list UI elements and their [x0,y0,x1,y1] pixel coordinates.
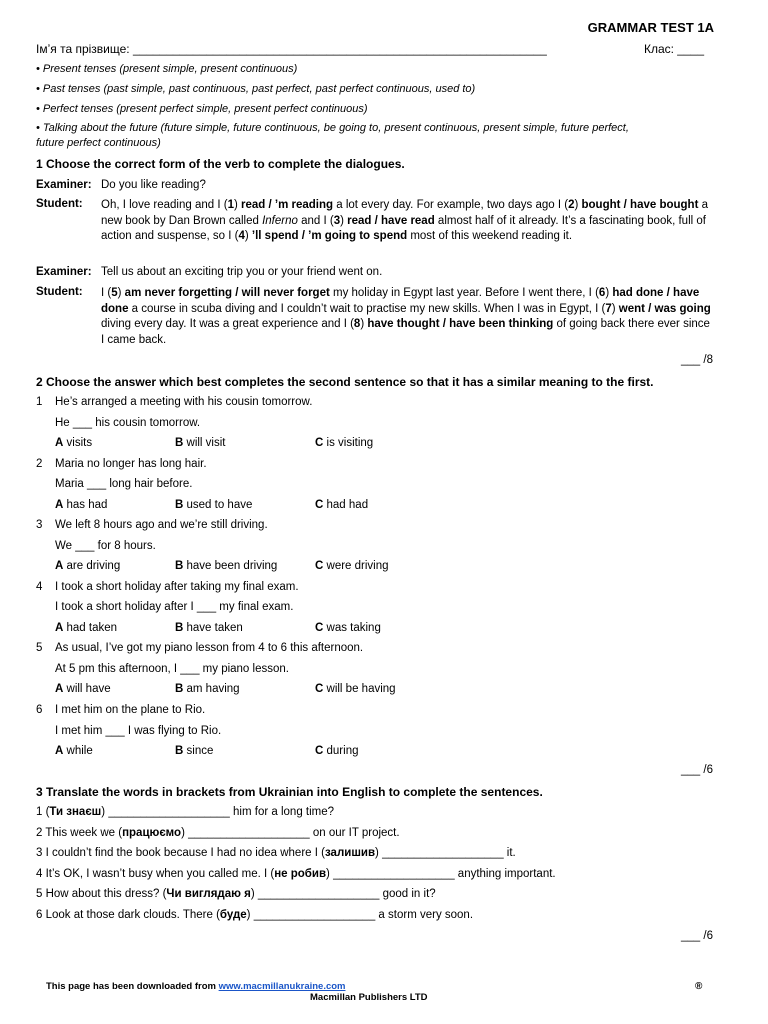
option-letter: A [55,683,64,696]
answer-option-c[interactable] [315,437,373,449]
bracket-close: ) [101,806,109,818]
answer-blank[interactable]: ___________________ [382,847,504,860]
answer-option-c[interactable] [315,499,368,511]
sentence-end: it. [503,847,516,860]
question-number: 1 [36,396,43,408]
question-gap-sentence: We ___ for 8 hours. [55,539,156,552]
answer-blank[interactable]: ___________________ [188,826,310,839]
answer-option-a[interactable] [55,745,93,757]
answer-option-a[interactable] [55,683,111,695]
option-letter: C [315,621,324,634]
footer-link[interactable]: www.macmillanukraine.com [218,981,346,992]
translation-item [36,909,473,921]
footer-download-note: This page has been downloaded from www.macmillanukraine.com [46,981,346,992]
option-text: had had [326,498,369,511]
option-text: will have [66,683,111,696]
question-number: 3 [36,519,43,532]
examiner-label: Examiner: [36,266,92,278]
ukrainian-words: Ти знаєш [49,806,102,818]
option-text: was taking [326,621,381,634]
ukrainian-words: Чи виглядаю я [166,888,251,901]
option-letter: A [55,560,64,573]
option-text: during [326,745,359,757]
topic-item: • Present tenses (present simple, present continuous) [36,63,298,75]
option-text: since [186,745,214,757]
translation-item [36,888,436,900]
option-text: is visiting [326,437,374,449]
option-letter: C [315,683,324,696]
student-label: Student: [36,286,83,298]
question-sentence: I met him on the plane to Rio. [55,704,206,716]
option-letter: B [175,745,184,757]
name-field [36,42,547,56]
option-text: used to have [186,498,253,511]
sentence-start: 2 This week we ( [36,826,123,839]
topic-item: future perfect continuous) [36,137,161,149]
question-sentence: He’s arranged a meeting with his cousin tomorrow. [55,396,313,408]
section-3-score[interactable]: ___ /6 [681,930,713,942]
option-letter: B [175,560,184,573]
option-text: were driving [326,560,389,573]
question-number: 6 [36,704,43,716]
sentence-start: 1 ( [36,806,50,818]
option-text: will be having [326,683,396,696]
option-text: while [66,745,93,757]
registered-mark: ® [695,981,703,992]
topic-item: • Past tenses (past simple, past continuous, past perfect, past perfect continuous, used to) [36,83,476,95]
ukrainian-words: не робив [274,867,327,880]
ukrainian-words: буде [219,909,247,921]
option-letter: B [175,683,184,696]
bracket-close: ) [375,847,383,860]
translation-item [36,806,334,818]
translation-item [36,827,400,839]
sentence-end: on our IT project. [309,826,400,839]
translation-item [36,868,556,880]
name-label: Імʼя та прізвище: [36,42,130,56]
option-text: are driving [66,560,121,573]
answer-option-c[interactable] [315,622,381,634]
test-title: GRAMMAR TEST 1A [587,20,714,35]
sentence-end: good in it? [379,888,436,901]
name-blank[interactable]: ______________________________________________________________ [132,42,547,56]
option-letter: A [55,745,64,757]
sentence-start: 4 It’s OK, I wasn’t busy when you called me. I ( [36,867,275,880]
question-sentence: As usual, I’ve got my piano lesson from 4 to 6 this afternoon. [55,642,364,655]
section-3-heading: 3 Translate the words in brackets from Ukrainian into English to complete the sentences. [36,785,543,799]
option-letter: C [315,437,324,449]
choice-5[interactable]: am never forgetting / will never forget [124,287,330,299]
section-1-heading: 1 Choose the correct form of the verb to complete the dialogues. [36,157,405,171]
class-blank[interactable]: ____ [677,42,704,56]
answer-option-a[interactable] [55,437,92,449]
student-answer-2: I (5) am never forgetting / will never forget my holiday in Egypt last year. Before I went there, I (6) had done / have done a course in scuba diving and I couldn’t wait to practise my new skills. When I was in Egypt, I (7) went / was going diving every day. It was a great experience and I (8) have thought / have been thinking of going back there ever since I came back. [101,287,711,346]
option-letter: C [315,560,324,573]
bracket-close: ) [326,867,334,880]
choice-8[interactable]: have thought / have been thinking [367,318,554,330]
section-2-score[interactable]: ___ /6 [681,764,713,776]
question-gap-sentence: I took a short holiday after I ___ my final exam. [55,601,294,614]
student-answer-1: Oh, I love reading and I (1) read / ’m reading a lot every day. For example, two days ago I (2) bought / have bought a new book by Dan Brown called Inferno and I (3) read / have read almost half of it already. It’s a fascinating book, full of action and suspense, so I (4) ’ll spend / ’m going to spend most of this weekend reading it. [101,199,708,242]
sentence-end: a storm very soon. [375,909,474,921]
ukrainian-words: залишив [324,847,376,860]
question-gap-sentence: He ___ his cousin tomorrow. [55,416,201,429]
answer-option-b[interactable] [175,745,213,757]
answer-option-a[interactable] [55,499,107,511]
answer-option-a[interactable] [55,560,120,572]
option-text: visits [66,437,93,449]
answer-blank[interactable]: ___________________ [333,867,455,880]
question-number: 2 [36,457,43,470]
question-sentence: I took a short holiday after taking my final exam. [55,580,299,593]
question-gap-sentence: I met him ___ I was flying to Rio. [55,724,222,737]
answer-option-b[interactable] [175,560,277,572]
option-letter: B [175,621,184,634]
option-letter: B [175,498,184,511]
sentence-end: him for a long time? [229,806,335,818]
option-text: had taken [66,621,118,634]
examiner-question-1: Do you like reading? [101,179,206,191]
answer-option-b[interactable] [175,437,226,449]
option-text: have taken [186,621,243,634]
option-letter: C [315,498,324,511]
topic-item: • Perfect tenses (present perfect simple, present perfect continuous) [36,103,368,115]
question-sentence: Maria no longer has long hair. [55,457,207,470]
answer-option-c[interactable] [315,560,389,572]
option-letter: A [55,621,64,634]
answer-blank[interactable]: ___________________ [253,909,376,921]
class-field [644,42,704,56]
sentence-start: 6 Look at those dark clouds. There ( [36,909,220,921]
translation-item [36,847,516,859]
choice-2[interactable]: bought / have bought [581,199,699,211]
choice-1[interactable]: read / ’m reading [241,199,334,211]
option-text: am having [186,683,240,696]
sentence-start: 3 I couldn’t find the book because I had no idea where I ( [36,847,325,860]
footer-publisher: Macmillan Publishers LTD [310,992,428,1003]
answer-option-a[interactable] [55,622,117,634]
answer-blank[interactable]: ___________________ [257,888,380,901]
answer-option-b[interactable] [175,622,243,634]
choice-6[interactable]: had done / have done [101,287,700,315]
question-number: 4 [36,580,43,593]
question-number: 5 [36,642,43,655]
option-letter: A [55,437,64,449]
answer-option-c[interactable] [315,745,358,757]
question-gap-sentence: Maria ___ long hair before. [55,478,193,491]
ukrainian-words: працюємо [122,826,182,839]
choice-3[interactable]: read / have read [347,214,435,227]
examiner-question-2: Tell us about an exciting trip you or your friend went on. [101,266,383,278]
question-gap-sentence: At 5 pm this afternoon, I ___ my piano lesson. [55,662,289,675]
section-1-score[interactable]: ___ /8 [681,354,713,366]
answer-option-b[interactable] [175,683,240,695]
option-text: has had [66,498,108,511]
bracket-close: ) [246,909,254,921]
section-2-heading: 2 Choose the answer which best completes the second sentence so that it has a similar meaning to the first. [36,375,654,389]
bracket-close: ) [250,888,258,901]
bracket-close: ) [181,826,189,839]
sentence-start: 5 How about this dress? ( [36,888,167,901]
question-sentence: We left 8 hours ago and we’re still driving. [55,519,268,532]
option-text: have been driving [186,560,278,573]
answer-option-c[interactable] [315,683,396,695]
option-letter: A [55,498,64,511]
choice-7[interactable]: went / was going [618,302,711,315]
sentence-end: anything important. [454,867,556,880]
answer-blank[interactable]: ___________________ [108,806,230,818]
option-text: will visit [186,437,226,449]
class-label: Клас: [643,42,674,56]
option-letter: B [175,437,184,449]
topic-item: • Talking about the future (future simple, future continuous, be going to, present continuous, present simple, future perfect, [36,122,629,134]
student-label: Student: [36,198,83,210]
choice-4[interactable]: ’ll spend / ’m going to spend [251,230,408,242]
option-letter: C [315,745,324,757]
answer-option-b[interactable] [175,499,252,511]
examiner-label: Examiner: [36,179,92,191]
